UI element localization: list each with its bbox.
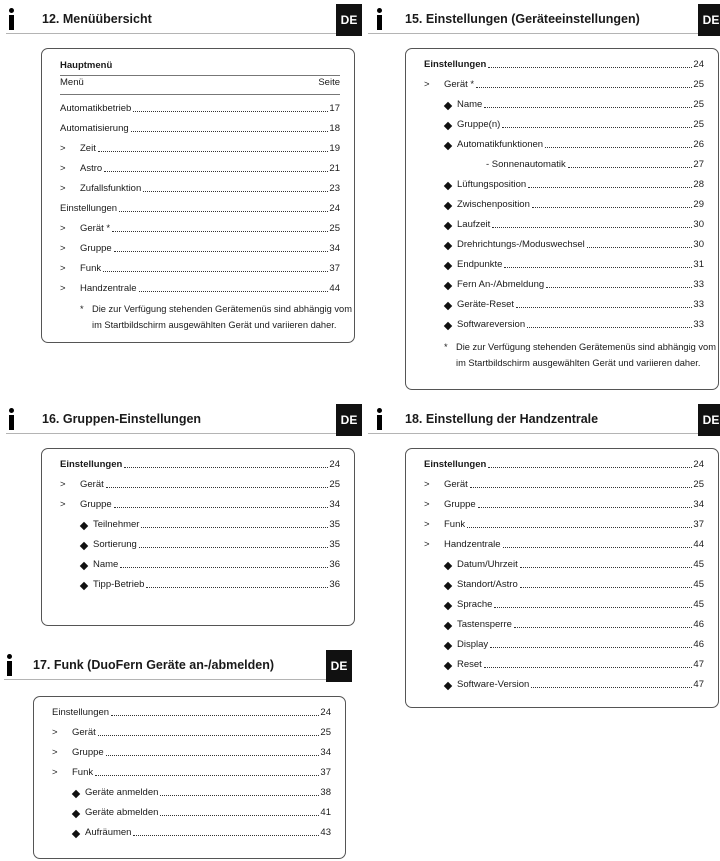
- dot-leader: [476, 87, 692, 88]
- dot-leader: [146, 587, 328, 588]
- dot-leader: [520, 567, 693, 568]
- toc-entry-label: Aufräumen: [85, 827, 132, 838]
- toc-page-number: 45: [693, 559, 704, 570]
- toc-entry-label: Datum/Uhrzeit: [457, 559, 518, 570]
- dot-leader: [568, 167, 693, 168]
- toc-row: [72, 823, 331, 839]
- arrow-marker: >: [60, 283, 66, 294]
- toc-entry-label: Softwareversion: [457, 319, 526, 330]
- dot-leader: [532, 207, 693, 208]
- dot-leader: [112, 231, 328, 232]
- dot-leader: [484, 107, 692, 108]
- toc-entry-label: Gerät: [80, 479, 104, 490]
- diamond-bullet-icon: [444, 302, 452, 310]
- toc-entry-label: Einstellungen: [52, 707, 110, 718]
- toc-row: [72, 803, 331, 819]
- toc-entry-label: Zeit: [80, 143, 96, 154]
- toc-entry-label: Funk: [72, 767, 94, 778]
- diamond-bullet-icon: [444, 202, 452, 210]
- arrow-marker: >: [52, 767, 58, 778]
- dot-leader: [503, 547, 693, 548]
- toc-page-number: 31: [693, 259, 704, 270]
- dot-leader: [488, 467, 692, 468]
- toc-entry-label: Gruppe(n): [457, 119, 501, 130]
- dot-leader: [141, 527, 328, 528]
- toc-row: [60, 99, 340, 115]
- arrow-marker: >: [424, 499, 430, 510]
- toc-entry-label: Funk: [444, 519, 466, 530]
- toc-row: [424, 455, 704, 471]
- toc-entry-label: Display: [457, 639, 489, 650]
- toc-entry-label: Geräte anmelden: [85, 787, 159, 798]
- toc-page-number: 30: [693, 219, 704, 230]
- dot-leader: [504, 267, 692, 268]
- arrow-marker: >: [60, 499, 66, 510]
- toc-row: [486, 155, 704, 171]
- toc-row: [424, 55, 704, 71]
- diamond-bullet-icon: [444, 582, 452, 590]
- toc-row: [60, 259, 340, 275]
- arrow-marker: >: [424, 519, 430, 530]
- dot-leader: [484, 667, 693, 668]
- arrow-marker: >: [60, 183, 66, 194]
- toc-page-number: 25: [329, 479, 340, 490]
- toc-entry-label: Sprache: [457, 599, 493, 610]
- dot-leader: [103, 271, 328, 272]
- arrow-marker: >: [60, 223, 66, 234]
- dot-leader: [494, 607, 692, 608]
- toc-row: [444, 195, 704, 211]
- language-badge: DE: [336, 404, 362, 436]
- toc-page-number: 37: [320, 767, 331, 778]
- dot-leader: [514, 627, 693, 628]
- dot-leader: [531, 687, 692, 688]
- dot-leader: [502, 127, 692, 128]
- toc-entry-label: Handzentrale: [444, 539, 501, 550]
- toc-row: [444, 115, 704, 131]
- toc-page-number: 24: [693, 59, 704, 70]
- diamond-bullet-icon: [444, 242, 452, 250]
- toc-row: [444, 655, 704, 671]
- toc-row: [80, 535, 340, 551]
- toc-page-number: 46: [693, 639, 704, 650]
- toc-entry-label: Tastensperre: [457, 619, 512, 630]
- footnote: [80, 301, 352, 333]
- toc-row: [60, 219, 340, 235]
- toc-entry-label: Geräte-Reset: [457, 299, 515, 310]
- toc-row: [60, 475, 340, 491]
- diamond-bullet-icon: [444, 322, 452, 330]
- toc-entry-label: Gerät *: [444, 79, 475, 90]
- arrow-marker: >: [60, 263, 66, 274]
- dot-leader: [520, 587, 693, 588]
- heading-divider: [60, 75, 340, 76]
- toc-row: [444, 275, 704, 291]
- toc-entry-label: Software-Version: [457, 679, 530, 690]
- toc-page-number: 35: [329, 539, 340, 550]
- toc-row: [444, 175, 704, 191]
- diamond-bullet-icon: [444, 682, 452, 690]
- toc-entry-label: Drehrichtungs-/Moduswechsel: [457, 239, 585, 250]
- toc-entry-label: Laufzeit: [457, 219, 491, 230]
- diamond-bullet-icon: [444, 622, 452, 630]
- footnote-text: Die zur Verfügung stehenden Gerätemenüs sind abhängig vom im Startbildschirm ausgewählten Gerät und variieren daher.: [92, 304, 352, 330]
- toc-entry-label: Gerät: [72, 727, 96, 738]
- diamond-bullet-icon: [444, 282, 452, 290]
- section-title: 17. Funk (DuoFern Geräte an-/abmelden): [33, 658, 275, 672]
- toc-entry-label: Teilnehmer: [93, 519, 140, 530]
- toc-row: [444, 295, 704, 311]
- arrow-marker: >: [424, 79, 430, 90]
- toc-row: [60, 119, 340, 135]
- arrow-marker: >: [424, 479, 430, 490]
- section-header: [368, 4, 718, 34]
- toc-row: [444, 315, 704, 331]
- toc-entry-label: Gruppe: [72, 747, 104, 758]
- toc-row: [424, 495, 704, 511]
- dot-leader: [104, 171, 328, 172]
- arrow-marker: >: [52, 727, 58, 738]
- section-device-settings: [368, 4, 718, 34]
- menu-overview-box: [41, 48, 355, 343]
- toc-row: [424, 475, 704, 491]
- toc-row: [60, 199, 340, 215]
- toc-row: [424, 535, 704, 551]
- info-icon: [6, 4, 18, 32]
- diamond-bullet-icon: [444, 642, 452, 650]
- radio-box: [33, 696, 346, 859]
- footnote-marker: *: [444, 342, 448, 352]
- toc-row: [80, 515, 340, 531]
- toc-entry-label: Einstellungen: [424, 459, 487, 470]
- diamond-bullet-icon: [72, 790, 80, 798]
- toc-entry-label: Standort/Astro: [457, 579, 518, 590]
- dot-leader: [160, 795, 319, 796]
- column-menu-label: Menü: [60, 77, 84, 88]
- toc-page-number: 47: [693, 679, 704, 690]
- dot-leader: [470, 487, 693, 488]
- toc-entry-label: Endpunkte: [457, 259, 503, 270]
- toc-page-number: 37: [329, 263, 340, 274]
- toc-entry-label: Lüftungsposition: [457, 179, 527, 190]
- toc-row: [444, 615, 704, 631]
- language-badge: DE: [326, 650, 352, 682]
- toc-page-number: 27: [693, 159, 704, 170]
- toc-row: [60, 159, 340, 175]
- diamond-bullet-icon: [444, 262, 452, 270]
- dot-leader: [106, 487, 329, 488]
- dot-leader: [120, 567, 328, 568]
- dot-leader: [527, 327, 692, 328]
- toc-page-number: 28: [693, 179, 704, 190]
- toc-page-number: 44: [329, 283, 340, 294]
- group-settings-box: [41, 448, 355, 626]
- column-divider: [60, 94, 340, 95]
- main-menu-heading: Hauptmenü: [60, 60, 113, 71]
- toc-row: [80, 575, 340, 591]
- toc-row: [444, 595, 704, 611]
- toc-entry-label: Gerät *: [80, 223, 111, 234]
- toc-page-number: 46: [693, 619, 704, 630]
- toc-page-number: 24: [329, 459, 340, 470]
- column-page-label: Seite: [318, 77, 340, 88]
- toc-entry-label: Reset: [457, 659, 482, 670]
- toc-page-number: 25: [693, 119, 704, 130]
- toc-page-number: 34: [693, 499, 704, 510]
- toc-page-number: 24: [320, 707, 331, 718]
- section-header: [6, 4, 358, 34]
- diamond-bullet-icon: [80, 522, 88, 530]
- toc-row: [80, 555, 340, 571]
- device-settings-box: [405, 48, 719, 390]
- toc-page-number: 29: [693, 199, 704, 210]
- toc-entry-label: Tipp-Betrieb: [93, 579, 145, 590]
- diamond-bullet-icon: [80, 582, 88, 590]
- toc-row: [72, 783, 331, 799]
- toc-page-number: 45: [693, 599, 704, 610]
- arrow-marker: >: [52, 747, 58, 758]
- diamond-bullet-icon: [80, 542, 88, 550]
- dot-leader: [488, 67, 692, 68]
- diamond-bullet-icon: [444, 102, 452, 110]
- dot-leader: [98, 735, 320, 736]
- dot-leader: [546, 287, 692, 288]
- dot-leader: [528, 187, 692, 188]
- dot-leader: [131, 131, 329, 132]
- toc-page-number: 18: [329, 123, 340, 134]
- section-title: 12. Menüübersicht: [42, 12, 152, 26]
- section-handheld-settings: [368, 404, 718, 434]
- dot-leader: [114, 507, 329, 508]
- toc-page-number: 25: [693, 79, 704, 90]
- toc-page-number: 44: [693, 539, 704, 550]
- section-title: 16. Gruppen-Einstellungen: [42, 412, 202, 426]
- dot-leader: [160, 815, 319, 816]
- dot-leader: [587, 247, 693, 248]
- toc-entry-label: Fern An-/Abmeldung: [457, 279, 545, 290]
- toc-row: [444, 635, 704, 651]
- toc-page-number: 19: [329, 143, 340, 154]
- section-title: 15. Einstellungen (Geräteeinstellungen): [405, 12, 640, 26]
- toc-entry-label: Astro: [80, 163, 103, 174]
- toc-entry-label: Name: [93, 559, 119, 570]
- toc-entry-label: Geräte abmelden: [85, 807, 159, 818]
- toc-entry-label: Gruppe: [444, 499, 476, 510]
- toc-page-number: 43: [320, 827, 331, 838]
- toc-entry-label: Einstellungen: [60, 203, 118, 214]
- toc-entry-label: Automatikfunktionen: [457, 139, 544, 150]
- arrow-marker: >: [60, 243, 66, 254]
- arrow-marker: >: [60, 163, 66, 174]
- toc-page-number: 41: [320, 807, 331, 818]
- toc-row: [444, 95, 704, 111]
- toc-row: [424, 75, 704, 91]
- dot-leader: [98, 151, 329, 152]
- column-header: [60, 77, 340, 92]
- dot-leader: [492, 227, 692, 228]
- diamond-bullet-icon: [444, 142, 452, 150]
- toc-page-number: 36: [329, 559, 340, 570]
- toc-page-number: 25: [329, 223, 340, 234]
- dot-leader: [95, 775, 319, 776]
- dot-leader: [139, 547, 329, 548]
- dot-leader: [106, 755, 320, 756]
- toc-row: [60, 239, 340, 255]
- section-menu-overview: [6, 4, 358, 34]
- toc-row: [60, 495, 340, 511]
- toc-row: [444, 555, 704, 571]
- diamond-bullet-icon: [444, 562, 452, 570]
- section-group-settings: [6, 404, 358, 434]
- section-header: [6, 404, 358, 434]
- toc-page-number: 33: [693, 319, 704, 330]
- dot-leader: [516, 307, 692, 308]
- language-badge: DE: [336, 4, 362, 36]
- toc-page-number: 38: [320, 787, 331, 798]
- toc-page-number: 24: [329, 203, 340, 214]
- section-radio: [4, 650, 346, 680]
- toc-page-number: 26: [693, 139, 704, 150]
- toc-row: [444, 255, 704, 271]
- diamond-bullet-icon: [72, 830, 80, 838]
- toc-row: [52, 763, 331, 779]
- toc-entry-label: Funk: [80, 263, 102, 274]
- section-title: 18. Einstellung der Handzentrale: [405, 412, 599, 426]
- toc-page-number: 30: [693, 239, 704, 250]
- toc-row: [60, 179, 340, 195]
- toc-entry-label: Gruppe: [80, 499, 112, 510]
- toc-row: [60, 139, 340, 155]
- dot-leader: [467, 527, 692, 528]
- diamond-bullet-icon: [80, 562, 88, 570]
- toc-entry-label: Gruppe: [80, 243, 112, 254]
- toc-row: [444, 575, 704, 591]
- footnote-marker: *: [80, 304, 84, 314]
- toc-entry-label: Automatikbetrieb: [60, 103, 132, 114]
- toc-page-number: 37: [693, 519, 704, 530]
- toc-page-number: 21: [329, 163, 340, 174]
- diamond-bullet-icon: [444, 602, 452, 610]
- info-icon: [374, 4, 386, 32]
- dot-leader: [114, 251, 329, 252]
- toc-page-number: 36: [329, 579, 340, 590]
- info-icon: [4, 650, 16, 678]
- diamond-bullet-icon: [444, 182, 452, 190]
- dot-leader: [133, 835, 319, 836]
- dot-leader: [111, 715, 319, 716]
- info-icon: [374, 404, 386, 432]
- toc-row: [444, 675, 704, 691]
- toc-page-number: 34: [329, 499, 340, 510]
- toc-page-number: 25: [320, 727, 331, 738]
- toc-page-number: 34: [329, 243, 340, 254]
- toc-row: [424, 515, 704, 531]
- toc-page-number: 33: [693, 279, 704, 290]
- footnote-text: Die zur Verfügung stehenden Gerätemenüs sind abhängig vom im Startbildschirm ausgewählten Gerät und variieren daher.: [456, 342, 716, 368]
- toc-entry-label: Gerät: [444, 479, 468, 490]
- diamond-bullet-icon: [444, 662, 452, 670]
- dot-leader: [119, 211, 328, 212]
- toc-page-number: 17: [329, 103, 340, 114]
- language-badge: DE: [698, 4, 720, 36]
- toc-row: [52, 703, 331, 719]
- toc-row: [52, 723, 331, 739]
- toc-entry-label: - Sonnenautomatik: [486, 159, 566, 170]
- section-header: [368, 404, 718, 434]
- toc-row: [444, 215, 704, 231]
- dot-leader: [545, 147, 692, 148]
- footnote: [444, 339, 716, 371]
- toc-entry-label: Zufallsfunktion: [80, 183, 142, 194]
- diamond-bullet-icon: [444, 222, 452, 230]
- arrow-marker: >: [60, 479, 66, 490]
- toc-row: [52, 743, 331, 759]
- toc-entry-label: Sortierung: [93, 539, 137, 550]
- dot-leader: [478, 507, 693, 508]
- toc-entry-label: Automatisierung: [60, 123, 129, 134]
- toc-entry-label: Name: [457, 99, 483, 110]
- toc-entry-label: Einstellungen: [60, 459, 123, 470]
- toc-page-number: 23: [329, 183, 340, 194]
- toc-page-number: 34: [320, 747, 331, 758]
- toc-page-number: 24: [693, 459, 704, 470]
- diamond-bullet-icon: [72, 810, 80, 818]
- dot-leader: [133, 111, 328, 112]
- dot-leader: [124, 467, 328, 468]
- toc-row: [444, 135, 704, 151]
- toc-page-number: 25: [693, 99, 704, 110]
- dot-leader: [143, 191, 328, 192]
- toc-page-number: 33: [693, 299, 704, 310]
- diamond-bullet-icon: [444, 122, 452, 130]
- toc-entry-label: Zwischenposition: [457, 199, 530, 210]
- toc-entry-label: Einstellungen: [424, 59, 487, 70]
- toc-row: [60, 279, 340, 295]
- dot-leader: [139, 291, 329, 292]
- toc-entry-label: Handzentrale: [80, 283, 137, 294]
- toc-page-number: 25: [693, 479, 704, 490]
- info-icon: [6, 404, 18, 432]
- handheld-settings-box: [405, 448, 719, 708]
- arrow-marker: >: [60, 143, 66, 154]
- toc-row: [444, 235, 704, 251]
- arrow-marker: >: [424, 539, 430, 550]
- language-badge: DE: [698, 404, 720, 436]
- toc-row: [60, 455, 340, 471]
- section-header: [4, 650, 346, 680]
- dot-leader: [490, 647, 692, 648]
- toc-page-number: 35: [329, 519, 340, 530]
- toc-page-number: 47: [693, 659, 704, 670]
- toc-page-number: 45: [693, 579, 704, 590]
